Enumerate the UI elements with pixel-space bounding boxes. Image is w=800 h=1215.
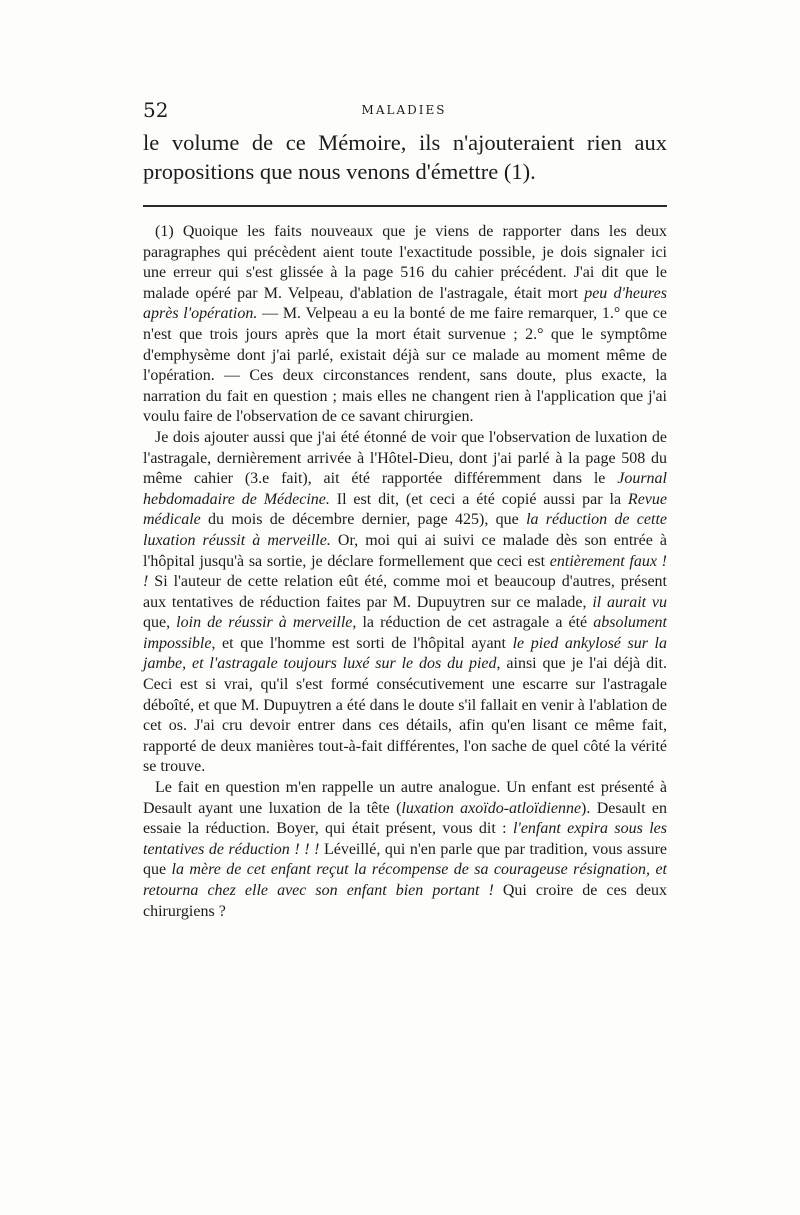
running-head [143,98,665,122]
footnote-paragraph-2: Je dois ajouter aussi que j'ai été étonné de voir que l'observation de luxation de l'astragale, dernièrement arrivée à l'Hôtel-Dieu, dont j'ai parlé à la page 508 du même cahier (3.e fait), ait été rapportée différemment dans le Journal hebdomadaire de Médecine. Il est dit, (et ceci a été copié aussi par la Revue médicale du mois de décembre dernier, page 425), que la réduction de cette luxation réussit à merveille. Or, moi qui ai suivi ce malade dès son entrée à l'hôpital jusqu'à sa sortie, je déclare formellement que ceci est entièrement faux ! ! Si l'auteur de cette relation eût été, comme moi et beaucoup d'autres, présent aux tentatives de réduction faites par M. Dupuytren sur ce malade, il aurait vu que, loin de réussir à merveille, la réduction de cet astragale a été absolument impossible, et que l'homme est sorti de l'hôpital ayant le pied ankylosé sur la jambe, et l'astragale toujours luxé sur le dos du pied, ainsi que je l'ai déjà dit. Ceci est si vrai, qu'il s'est formé consécutivement une escarre sur l'astragale déboîté, et que M. Dupuytren a été dans le doute s'il fallait en venir à l'ablation de cet os. J'ai cru devoir entrer dans ces détails, afin qu'en lisant ce même fait, rapporté de deux manières tout-à-fait différentes, l'on sache de quel côté la vérité se trouve. [143,428,668,776]
page-number: 52 [143,98,169,122]
footnote-paragraph-3: Le fait en question m'en rappelle un autre analogue. Un enfant est présenté à Desault ayant une luxation de la tête (luxation axoïdo-atloïdienne). Desault en essaie la réduction. Boyer, qui était présent, vous dit : l'enfant expira sous les tentatives de réduction ! ! ! Léveillé, qui n'en parle que par tradition, vous assure que la mère de cet enfant reçut la récompense de sa courageuse résignation, et retourna chez elle avec son enfant bien portant ! Qui croire de ces deux chirurgiens ? [143,779,668,920]
running-title: MALADIES [361,103,447,117]
footnote-paragraph-1: (1) Quoique les faits nouveaux que je viens de rapporter dans les deux paragraphes qui précèdent aient toute l'exactitude possible, je dois signaler ici une erreur qui s'est glissée à la page 516 du cahier précédent. J'ai dit que le malade opéré par M. Velpeau, d'ablation de l'astragale, était mort peu d'heures après l'opération. — M. Velpeau a eu la bonté de me faire remarquer, 1.° que ce n'est que trois jours après que la mort était survenue ; 2.° que le symptôme d'emphysème dont j'ai parlé, existait déjà sur ce malade au moment même de l'opération. — Ces deux circonstances rendent, sans doute, plus exacte, la narration du fait en question ; mais elles ne changent rien à l'application que j'ai voulu faire de l'observation de ce savant chirurgien. [143,223,668,426]
footnote [143,222,667,922]
footnote-rule [143,205,667,207]
main-paragraph: le volume de ce Mémoire, ils n'ajouteraient rien aux propositions que nous venons d'émettre (1). [143,130,667,184]
main-text [143,128,667,186]
